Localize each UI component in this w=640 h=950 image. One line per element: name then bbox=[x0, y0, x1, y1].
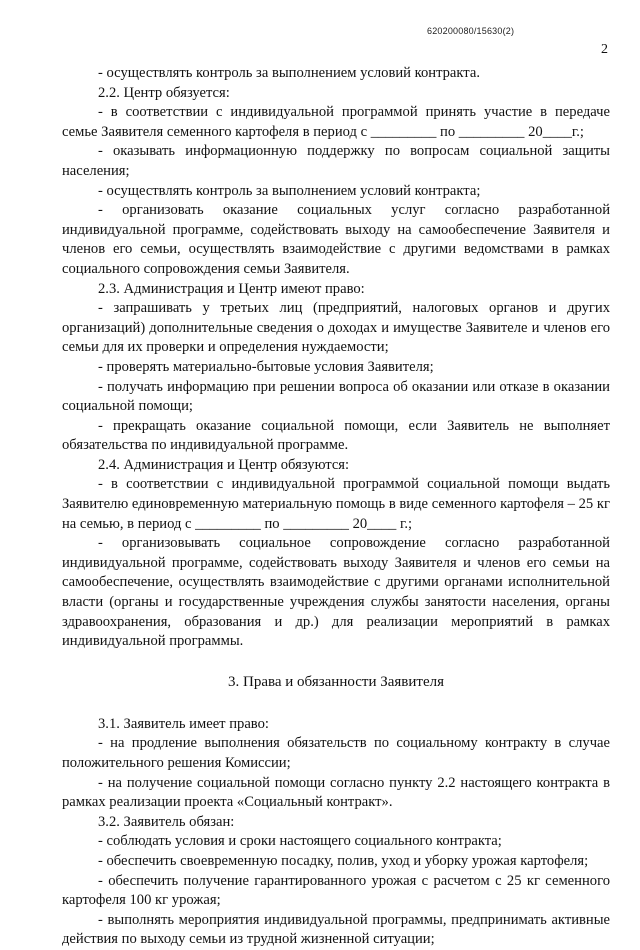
paragraph: - на продление выполнения обязательств по социальному контракту в случае положительного решения Комиссии; bbox=[62, 735, 610, 771]
clause-heading: 3.1. Заявитель имеет право: bbox=[98, 715, 269, 732]
paragraph: - в соответствии с индивидуальной программой принять участие в передаче семье Заявителя семенного картофеля в период с _________ по _________ 20____г.; bbox=[62, 104, 610, 140]
paragraph: - получать информацию при решении вопроса об оказании или отказе в оказании социальной помощи; bbox=[62, 378, 610, 415]
paragraph: - на получение социальной помощи согласно пункту 2.2 настоящего контракта в рамках реализации проекта «Социальный контракт». bbox=[62, 774, 610, 811]
clause-heading: 3.2. Заявитель обязан: bbox=[98, 813, 235, 830]
paragraph: - организовывать социальное сопровождение согласно разработанной индивидуальной программе, содействовать выходу Заявителя и членов его семьи на самообеспечение, осуществлять взаимодействие с другими органами исполнительной власти (органы и государственные учреждения службы занятости населения, органы здравоохранения, образования и др.) для реализации мероприятий в рамках индивидуальной программы. bbox=[62, 535, 610, 650]
paragraph: - оказывать информационную поддержку по вопросам социальной защиты населения; bbox=[62, 143, 610, 179]
clause-heading: 2.3. Администрация и Центр имеют право: bbox=[98, 280, 365, 297]
page-number: 2 bbox=[601, 42, 608, 57]
paragraph: - проверять материально-бытовые условия Заявителя; bbox=[98, 358, 434, 375]
paragraph: - выполнять мероприятия индивидуальной программы, предпринимать активные действия по выходу семьи из трудной жизненной ситуации; bbox=[62, 911, 610, 948]
paragraph: - обеспечить своевременную посадку, полив, уход и уборку урожая картофеля; bbox=[98, 852, 589, 869]
clause-heading: 2.4. Администрация и Центр обязуются: bbox=[98, 456, 350, 473]
paragraph: - организовать оказание социальных услуг согласно разработанной индивидуальной программе, содействовать выходу на самообеспечение Заявителя и членов его семьи, осуществлять взаимодействие с другими ведомствами в рамках социального сопровождения семьи Заявителя. bbox=[62, 202, 610, 277]
section-title: 3. Права и обязанности Заявителя bbox=[228, 673, 444, 690]
paragraph: - прекращать оказание социальной помощи, если Заявитель не выполняет обязательства по индивидуальной программе. bbox=[62, 417, 610, 454]
paragraph: - соблюдать условия и сроки настоящего социального контракта; bbox=[98, 833, 502, 850]
document-body bbox=[62, 64, 610, 950]
paragraph: - осуществлять контроль за выполнением условий контракта. bbox=[98, 65, 480, 81]
paragraph: - осуществлять контроль за выполнением условий контракта; bbox=[98, 182, 481, 199]
paragraph: - запрашивать у третьих лиц (предприятий, налоговых органов и других организаций) дополнительные сведения о доходах и имуществе Заявителе и членов его семьи для их проверки и определения нуждаемости; bbox=[62, 300, 610, 356]
paragraph: - в соответствии с индивидуальной программой социальной помощи выдать Заявителю единовременную материальную помощь в виде семенного картофеля – 25 кг на семью, в период с _________ по _________ 20____ г.; bbox=[62, 476, 610, 532]
clause-heading: 2.2. Центр обязуется: bbox=[98, 84, 230, 101]
paragraph: - обеспечить получение гарантированного урожая с расчетом с 25 кг семенного картофеля 100 кг урожая; bbox=[62, 872, 610, 909]
document-code: 620200080/15630(2) bbox=[427, 26, 515, 36]
